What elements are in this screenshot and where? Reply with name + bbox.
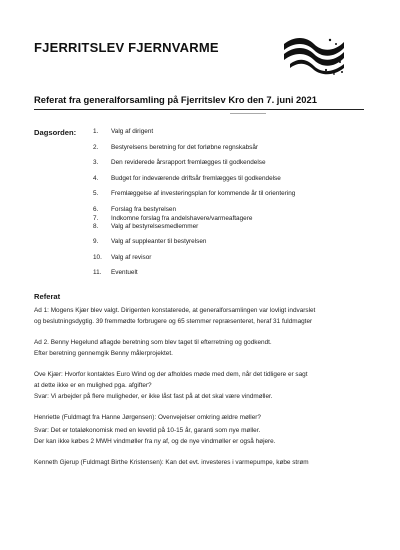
- agenda-item-number: 11.: [93, 269, 102, 276]
- agenda-item-number: 5.: [93, 190, 99, 197]
- agenda-item: [93, 223, 383, 230]
- document-title: Referat fra generalforsamling på Fjerritslev Kro den 7. juni 2021: [34, 94, 317, 105]
- referat-paragraph: Kenneth Gjerup (Fuldmagt Birthe Kristensen): Kan det evt. investeres i varmepumpe, købe strøm: [34, 459, 309, 466]
- agenda-item-text: Valg af suppleanter til bestyrelsen: [111, 238, 207, 245]
- agenda-item: [93, 128, 383, 135]
- agenda-item-number: 1.: [93, 128, 99, 135]
- agenda-item-text: Budget for indeværende driftsår fremlægges til godkendelse: [111, 174, 281, 182]
- agenda-item-text: Valg af dirigent: [111, 128, 154, 135]
- agenda-item: [93, 269, 383, 276]
- agenda-item-text: Den reviderede årsrapport fremlægges til godkendelse: [111, 159, 266, 166]
- faint-divider: [230, 113, 266, 114]
- agenda-item: [93, 144, 383, 151]
- referat-paragraph: Ad 1: Mogens Kjær blev valgt. Dirigenten konstaterede, at generalforsamlingen var lovligt indvarslet: [34, 307, 316, 314]
- agenda-item-text: Valg af revisor: [111, 253, 152, 261]
- agenda-item: [93, 254, 383, 261]
- referat-paragraph: Der kan ikke købes 2 MWH vindmøller fra ny af, og de nye vindmøller er også højere.: [34, 438, 276, 445]
- referat-paragraph: Svar: Vi arbejder på flere muligheder, er ikke låst fast på at det skal være vindmøller.: [34, 393, 273, 400]
- agenda-item-text: Fremlæggelse af investeringsplan for kommende år til orientering: [111, 190, 296, 197]
- agenda-item-number: 3.: [93, 159, 99, 166]
- referat-label: Referat: [34, 292, 61, 301]
- agenda-item-text: Bestyrelsens beretning for det forløbne regnskabsår: [111, 143, 259, 151]
- agenda-item-number: 7.: [93, 214, 99, 222]
- organization-name: FJERRITSLEV FJERNVARME: [34, 40, 219, 55]
- agenda-item: [93, 206, 383, 213]
- agenda-item: [93, 175, 383, 182]
- title-divider: [34, 109, 364, 110]
- agenda-item: [93, 238, 383, 245]
- agenda-item-text: Indkomne forslag fra andelshavere/varmeaftagere: [111, 214, 253, 222]
- agenda-item-text: Eventuelt: [111, 269, 138, 276]
- referat-paragraph: Ove Kjær: Hvorfor kontaktes Euro Wind og der afholdes møde med dem, når det tidligere er sagt: [34, 371, 308, 378]
- agenda-item: [93, 159, 383, 166]
- agenda-item-number: 6.: [93, 205, 99, 213]
- referat-paragraph: Svar: Det er totaløkonomisk med en levetid på 10-15 år, garanti som nye møller.: [34, 427, 261, 434]
- referat-paragraph: at dette ikke er en mulighed pga. afgifter?: [34, 382, 152, 389]
- agenda-item-number: 4.: [93, 174, 99, 182]
- agenda-item-number: 2.: [93, 143, 99, 151]
- agenda-item-number: 8.: [93, 222, 99, 230]
- referat-paragraph: Efter beretning gennemgik Benny målerprojektet.: [34, 350, 173, 357]
- agenda-label: Dagsorden:: [34, 128, 77, 137]
- referat-paragraph: Ad 2. Benny Hegelund aflagde beretning som blev taget til efterretning og godkendt.: [34, 339, 272, 346]
- agenda-item-number: 9.: [93, 238, 99, 245]
- agenda-item-text: Valg af bestyrelsesmedlemmer: [111, 222, 199, 230]
- agenda-list: [93, 128, 383, 276]
- agenda-item-number: 10.: [93, 253, 102, 261]
- agenda-item: [93, 190, 383, 197]
- district-heating-wave-logo-icon: [282, 34, 348, 76]
- referat-paragraph: Henriette (Fuldmagt fra Hanne Jørgensen): Ovenvejelser omkring ældre møller?: [34, 414, 261, 421]
- agenda-item-text: Forslag fra bestyrelsen: [111, 205, 176, 213]
- referat-paragraph: og beslutningsdygtig. 39 fremmødte forbrugere og 65 stemmer repræsenteret, heraf 31 fuldmagter: [34, 318, 313, 325]
- agenda-item: [93, 215, 383, 222]
